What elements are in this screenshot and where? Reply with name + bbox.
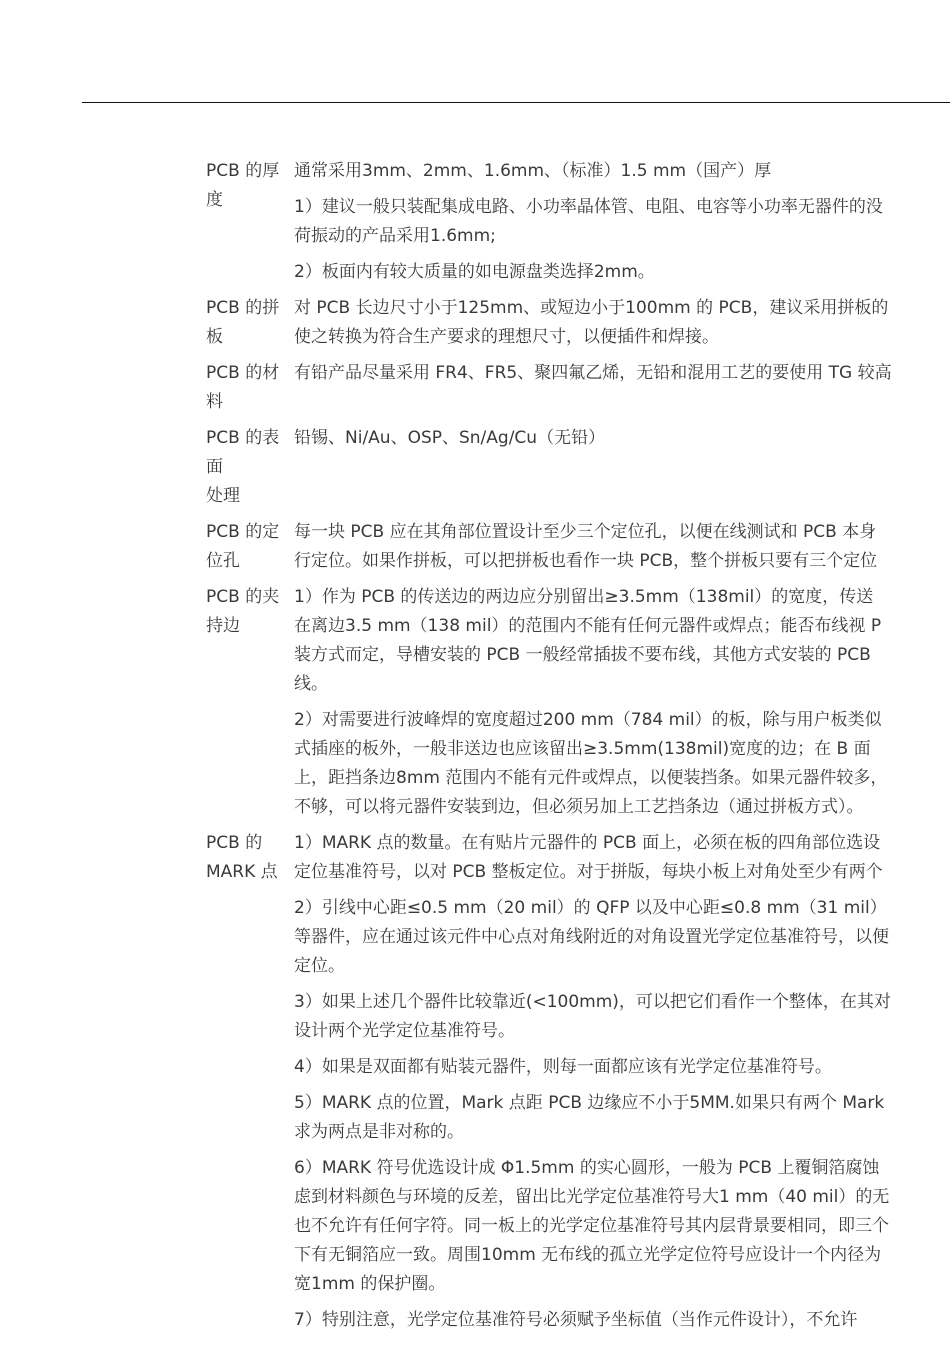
paragraph (294, 1306, 950, 1335)
paragraph-line: 定位。 (294, 956, 345, 976)
paragraph-line: 2）板面内有较大质量的如电源盘类选择2mm。 (294, 262, 655, 282)
paragraph-line: 上，距挡条边8mm 范围内不能有元件或焊点，以便装挡条。如果元器件较多， (294, 768, 888, 788)
paragraph-line: 铅锡、Ni/Au、OSP、Sn/Ag/Cu（无铅） (294, 428, 606, 448)
section-label-line: PCB 的厚 (206, 161, 280, 181)
section-label-line: PCB 的 (206, 833, 263, 853)
section-label (206, 518, 294, 576)
paragraph-line: 不够，可以将元器件安装到边，但必须另加上工艺挡条边（通过拼板方式）。 (294, 797, 864, 817)
paragraph-line: 2）引线中心距≤0.5 mm（20 mil）的 QFP 以及中心距≤0.8 mm（31 mil） (294, 898, 887, 918)
section-label-line: 面 (206, 457, 223, 477)
paragraph-line: 有铅产品尽量采用 FR4、FR5、聚四氟乙烯，无铅和混用工艺的要使用 TG 较高 (294, 363, 892, 383)
paragraph (294, 1053, 950, 1082)
section-row (206, 359, 950, 417)
paragraph-line: 对 PCB 长边尺寸小于125mm、或短边小于100mm 的 PCB，建议采用拼板的 (294, 298, 889, 318)
section-label (206, 829, 294, 1335)
paragraph-line: 5）MARK 点的位置，Mark 点距 PCB 边缘应不小于5MM.如果只有两个 Mark (294, 1093, 885, 1113)
section-row (206, 424, 950, 511)
paragraph (294, 583, 950, 699)
paragraph-line: 装方式而定，导槽安装的 PCB 一般经常插拔不要布线，其他方式安装的 PCB (294, 645, 871, 665)
section-body (294, 424, 950, 511)
section-label (206, 583, 294, 822)
paragraph-line: 4）如果是双面都有贴装元器件，则每一面都应该有光学定位基准符号。 (294, 1057, 832, 1077)
section-label (206, 157, 294, 287)
section-label-line: 料 (206, 392, 223, 412)
section-label (206, 424, 294, 511)
section-label-line: PCB 的定 (206, 522, 280, 542)
header-rule (82, 102, 950, 103)
section-body (294, 583, 950, 822)
section-label-line: 处理 (206, 486, 240, 506)
section-label-line: PCB 的拼 (206, 298, 280, 318)
paragraph-line: 2）对需要进行波峰焊的宽度超过200 mm（784 mil）的板，除与用户板类似 (294, 710, 882, 730)
section-row (206, 294, 950, 352)
section-body (294, 518, 950, 576)
section-label (206, 359, 294, 417)
section-label-line: PCB 的夹 (206, 587, 280, 607)
paragraph-line: 6）MARK 符号优选设计成 Φ1.5mm 的实心圆形，一般为 PCB 上覆铜箔腐蚀 (294, 1158, 880, 1178)
paragraph (294, 988, 950, 1046)
section-row (206, 518, 950, 576)
paragraph-line: 虑到材料颜色与环境的反差，留出比光学定位基准符号大1 mm（40 mil）的无 (294, 1187, 890, 1207)
paragraph-line: 每一块 PCB 应在其角部位置设计至少三个定位孔，以便在线测试和 PCB 本身 (294, 522, 877, 542)
paragraph-line: 1）MARK 点的数量。在有贴片元器件的 PCB 面上，必须在板的四角部位选设 (294, 833, 881, 853)
paragraph-line: 求为两点是非对称的。 (294, 1122, 464, 1142)
paragraph (294, 157, 950, 186)
paragraph (294, 258, 950, 287)
paragraph-line: 行定位。如果作拼板，可以把拼板也看作一块 PCB，整个拼板只要有三个定位 (294, 551, 878, 571)
section-label-line: 度 (206, 190, 223, 210)
section-body (294, 294, 950, 352)
paragraph-line: 宽1mm 的保护圈。 (294, 1274, 446, 1294)
paragraph-line: 使之转换为符合生产要求的理想尺寸，以便插件和焊接。 (294, 327, 719, 347)
section-label (206, 294, 294, 352)
section-body (294, 157, 950, 287)
paragraph-line: 荷振动的产品采用1.6mm; (294, 226, 496, 246)
paragraph (294, 1089, 950, 1147)
paragraph (294, 829, 950, 887)
paragraph-line: 3）如果上述几个器件比较靠近(<100mm)，可以把它们看作一个整体，在其对 (294, 992, 891, 1012)
paragraph (294, 1154, 950, 1299)
section-row (206, 157, 950, 287)
paragraph (294, 424, 950, 453)
paragraph (294, 894, 950, 981)
section-label-line: 持边 (206, 616, 240, 636)
section-body (294, 829, 950, 1335)
document-body (206, 157, 950, 1342)
paragraph-line: 在离边3.5 mm（138 mil）的范围内不能有任何元器件或焊点；能否布线视 P (294, 616, 882, 636)
paragraph-line: 设计两个光学定位基准符号。 (294, 1021, 515, 1041)
paragraph-line: 等器件，应在通过该元件中心点对角线附近的对角设置光学定位基准符号，以便 (294, 927, 889, 947)
section-row (206, 829, 950, 1335)
paragraph-line: 线。 (294, 674, 328, 694)
paragraph-line: 也不允许有任何字符。同一板上的光学定位基准符号其内层背景要相同，即三个 (294, 1216, 889, 1236)
paragraph-line: 1）作为 PCB 的传送边的两边应分别留出≥3.5mm（138mil）的宽度，传送 (294, 587, 874, 607)
paragraph (294, 359, 950, 388)
paragraph-line: 通常采用3mm、2mm、1.6mm、（标准）1.5 mm（国产）厚 (294, 161, 772, 181)
paragraph (294, 193, 950, 251)
section-label-line: 位孔 (206, 551, 240, 571)
paragraph-line: 定位基准符号，以对 PCB 整板定位。对于拼版，每块小板上对角处至少有两个 (294, 862, 883, 882)
paragraph-line: 下有无铜箔应一致。周围10mm 无布线的孤立光学定位符号应设计一个内径为 (294, 1245, 882, 1265)
section-body (294, 359, 950, 417)
paragraph (294, 294, 950, 352)
paragraph-line: 1）建议一般只装配集成电路、小功率晶体管、电阻、电容等小功率无器件的没 (294, 197, 883, 217)
paragraph-line: 式插座的板外，一般非送边也应该留出≥3.5mm(138mil)宽度的边；在 B 面 (294, 739, 871, 759)
section-row (206, 583, 950, 822)
section-label-line: PCB 的表 (206, 428, 280, 448)
section-label-line: 板 (206, 327, 223, 347)
paragraph-line: 7）特别注意，光学定位基准符号必须赋予坐标值（当作元件设计），不允许 (294, 1310, 858, 1330)
paragraph (294, 706, 950, 822)
section-label-line: MARK 点 (206, 862, 278, 882)
paragraph (294, 518, 950, 576)
section-label-line: PCB 的材 (206, 363, 280, 383)
